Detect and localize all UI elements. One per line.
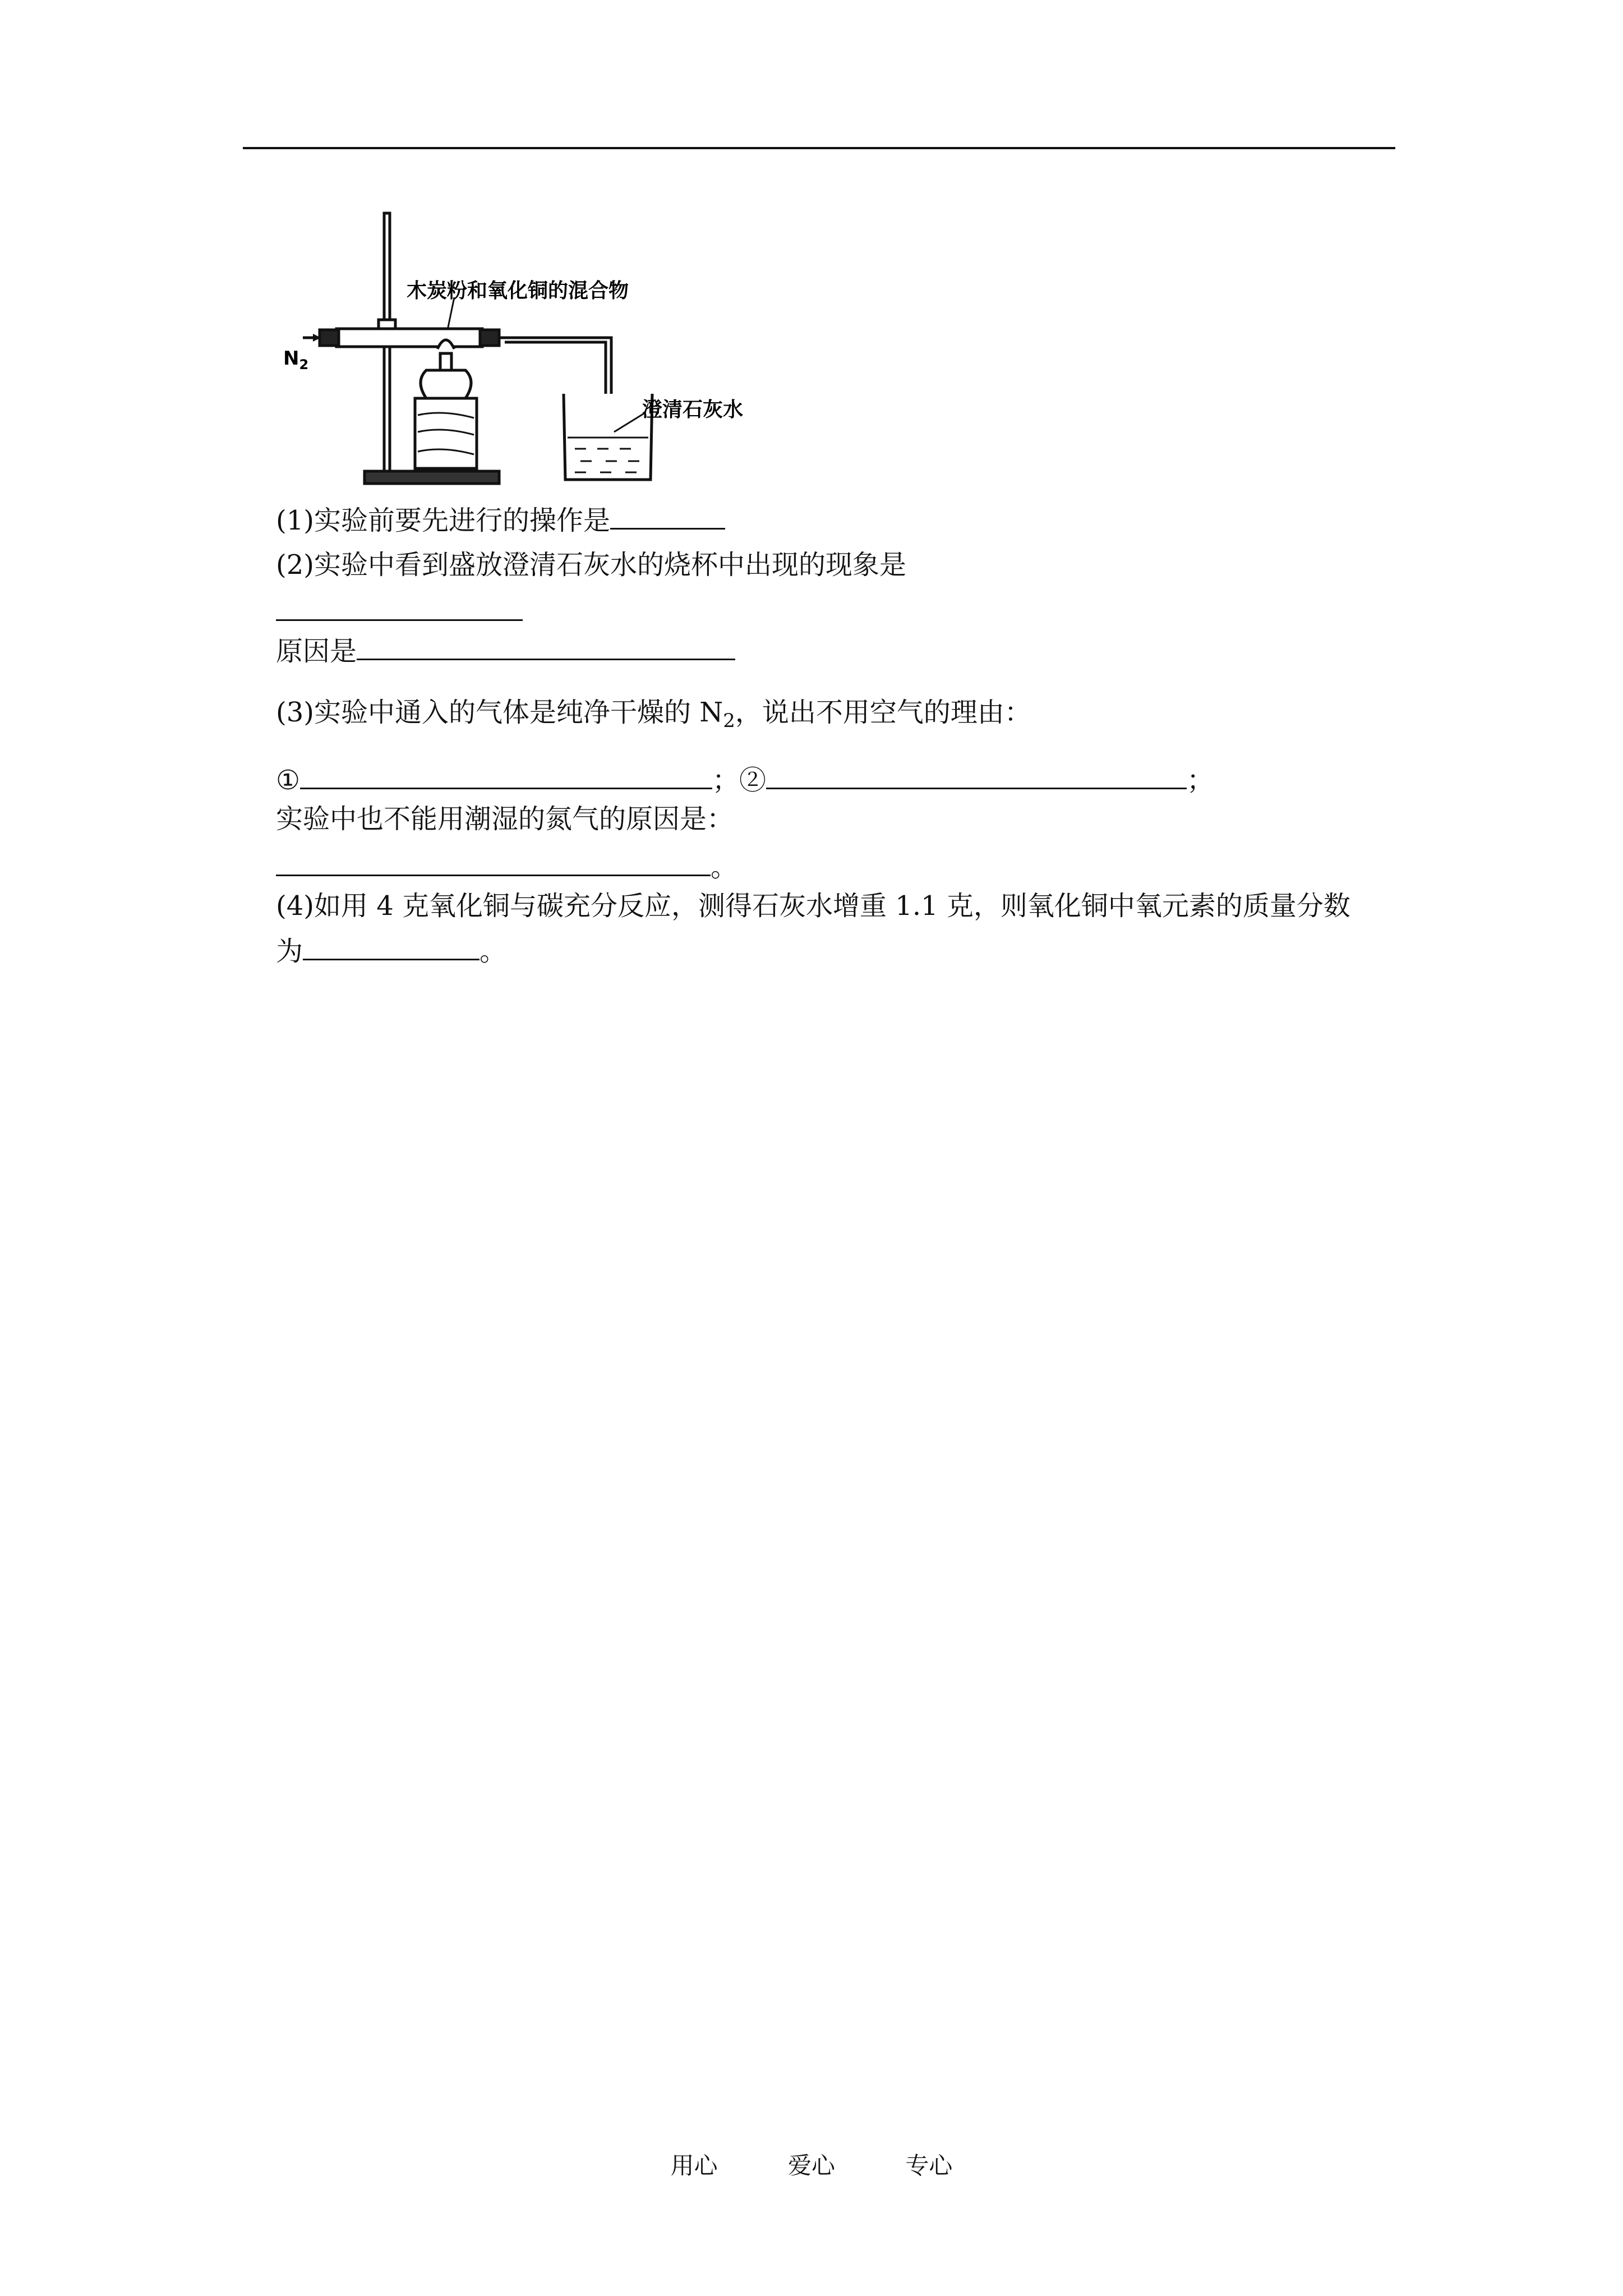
answer-blank-1[interactable] bbox=[610, 503, 725, 530]
combustion-tube bbox=[336, 329, 482, 347]
question-3-sub: 2 bbox=[723, 710, 735, 732]
figure-label-limewater: 澄清石灰水 bbox=[642, 398, 744, 421]
figure-label-mixture: 木炭粉和氧化铜的混合物 bbox=[407, 279, 629, 302]
period-3: 。 bbox=[711, 852, 738, 883]
header-rule bbox=[243, 147, 1395, 149]
question-3-humid-text: 实验中也不能用潮湿的氮气的原因是： bbox=[276, 803, 734, 835]
apparatus-figure bbox=[269, 202, 785, 494]
figure-label-gas: $N_2$ bbox=[283, 347, 309, 372]
question-2 bbox=[276, 548, 906, 582]
question-3 bbox=[276, 696, 1031, 732]
circle-2: ② bbox=[739, 765, 767, 796]
question-3-post: ，说出不用空气的理由： bbox=[735, 697, 1031, 728]
question-2-reason-text: 原因是 bbox=[276, 636, 357, 667]
footer-item-2: 爱心 bbox=[787, 2152, 835, 2179]
circle-1: ① bbox=[276, 765, 301, 796]
separator: ； bbox=[712, 765, 740, 796]
question-4-text-2: 为 bbox=[276, 936, 303, 967]
answer-line-3-humid bbox=[276, 850, 737, 884]
answer-blank-2[interactable] bbox=[276, 595, 523, 621]
question-3-pre: (3)实验中通入的气体是纯净干燥的 N bbox=[276, 697, 723, 728]
question-4 bbox=[276, 889, 1350, 923]
question-3-reasons bbox=[276, 763, 1214, 797]
question-3-humid bbox=[276, 802, 734, 836]
question-2-reason bbox=[276, 634, 735, 668]
end-mark: ； bbox=[1187, 765, 1214, 796]
question-1-text: (1)实验前要先进行的操作是 bbox=[276, 505, 610, 536]
answer-blank-3-humid[interactable] bbox=[276, 850, 711, 876]
answer-blank-3-1[interactable] bbox=[300, 763, 712, 789]
page-footer bbox=[0, 2147, 1623, 2181]
answer-blank-3-2[interactable] bbox=[766, 763, 1187, 789]
footer-item-1: 用心 bbox=[670, 2152, 718, 2179]
question-4-line-2 bbox=[276, 934, 506, 968]
alcohol-lamp bbox=[421, 370, 471, 398]
answer-blank-4[interactable] bbox=[303, 934, 479, 960]
question-1 bbox=[276, 503, 725, 537]
period-4: 。 bbox=[479, 936, 507, 967]
stand-base bbox=[365, 471, 499, 484]
answer-blank-2-reason[interactable] bbox=[357, 634, 735, 660]
question-2-text: (2)实验中看到盛放澄清石灰水的烧杯中出现的现象是 bbox=[276, 549, 906, 581]
footer-item-3: 专心 bbox=[905, 2152, 953, 2179]
answer-line-2 bbox=[276, 595, 523, 629]
question-4-text: (4)如用 4 克氧化铜与碳充分反应，测得石灰水增重 1.1 克，则氧化铜中氧元素的质量分数 bbox=[276, 890, 1350, 922]
